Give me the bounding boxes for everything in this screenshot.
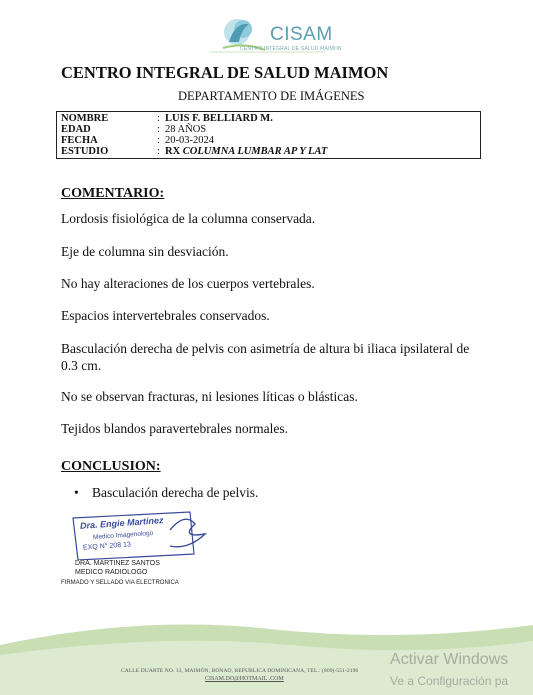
comment-line: Eje de columna sin desviación. [61, 244, 229, 259]
document-title: CENTRO INTEGRAL DE SALUD MAIMON [61, 63, 389, 82]
stamp-doctor-name: Dra. Engie Martinez [79, 515, 164, 531]
date-label: FECHA [61, 135, 98, 146]
activation-watermark-subtitle: Ve a Configuración pa [390, 674, 509, 688]
signer-name: DRA. MARTINEZ SANTOS [75, 560, 160, 567]
patient-info-box [56, 111, 481, 159]
comment-line: Basculación derecha de pelvis con asimetría de altura bi iliaca ipsilateral de 0.3 cm. [61, 341, 470, 373]
study-name: COLUMNA LUMBAR AP Y LAT [182, 146, 328, 157]
logo-text: CISAM [270, 24, 333, 45]
study-label: ESTUDIO [61, 146, 109, 157]
study-date: 20-03-2024 [165, 135, 214, 146]
colon: : [157, 124, 160, 135]
colon: : [157, 135, 160, 146]
comment-line: Lordosis fisiológica de la columna conservada. [61, 211, 316, 226]
stamp-role: Medico Imagenologo [92, 529, 154, 542]
name-label: NOMBRE [61, 113, 109, 124]
study-value [165, 146, 327, 157]
comment-line: Tejidos blandos paravertebrales normales. [61, 421, 288, 436]
conclusion-item [76, 485, 258, 501]
comment-line: No se observan fracturas, ni lesiones líticas o blásticas. [61, 389, 358, 404]
patient-name: LUIS F. BELLIARD M. [165, 113, 273, 124]
study-prefix: RX [165, 146, 181, 157]
department-title: DEPARTAMENTO DE IMÁGENES [178, 89, 365, 103]
footer-address: CALLE DUARTE NO. 13, MAIMÓN, BONAO, REPUBLICA DOMINICANA, TEL.: (809)-551-2196 [121, 668, 359, 674]
signature-note: FIRMADO Y SELLADO VIA ELECTRONICA [61, 580, 179, 586]
stamp-exequatur: EXQ N° 208 13 [82, 541, 132, 552]
comentario-heading: COMENTARIO: [61, 186, 165, 201]
colon: : [157, 113, 160, 124]
comment-line: No hay alteraciones de los cuerpos vertebrales. [61, 276, 315, 291]
colon: : [157, 146, 160, 157]
age-label: EDAD [61, 124, 91, 135]
signer-role: MEDICO RADIOLOGO [75, 569, 148, 576]
conclusion-item-text: Basculación derecha de pelvis. [92, 485, 259, 500]
conclusion-heading: CONCLUSION: [61, 459, 161, 474]
activation-watermark-title: Activar Windows [390, 651, 509, 668]
logo-subtitle: CENTRO INTEGRAL DE SALUD MAIMON [240, 46, 342, 52]
patient-age: 28 AÑOS [165, 124, 207, 135]
footer-email[interactable]: CISAM.DO@HOTMAIL .COM [205, 676, 284, 682]
comment-line: Espacios intervertebrales conservados. [61, 308, 270, 323]
